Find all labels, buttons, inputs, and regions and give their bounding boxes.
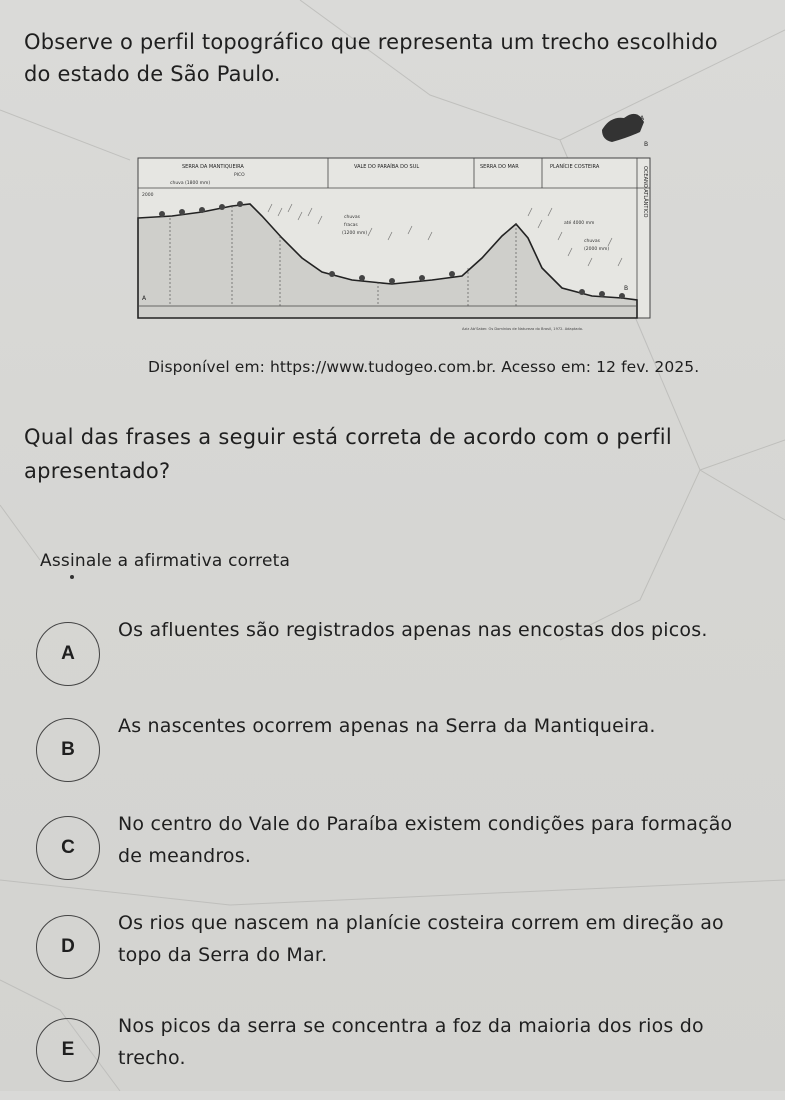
axis-label-2000: 2000 [142,193,154,198]
annotation-chuvas-2: chuvas [584,239,600,244]
ocean-label: OCEANO ATLÂNTICO [642,166,648,218]
question-text: Qual das frases a seguir está correta de acordo com o perfil apresentado? [24,425,673,483]
annotation-chuva-1800: chuva (1800 mm) [170,181,211,186]
profile-letter-b: B [624,285,629,292]
annotation-chuvas-1: chuvas [344,215,360,220]
sao-paulo-state-map [602,114,644,142]
annotation-2000mm: (2000 mm) [584,247,610,252]
option-d[interactable] [36,912,756,997]
option-a-letter[interactable]: A [36,622,100,686]
intro-text: Observe o perfil topográfico que representa um trecho escolhido do estado de São Paulo. [24,30,718,86]
profile-letter-a: A [142,295,147,302]
region-label-vale: VALE DO PARAÍBA DO SUL [354,164,420,170]
instruction-text: Assinale a afirmativa correta [40,551,291,571]
annotation-1200: (1200 mm) [342,231,368,236]
region-label-mantiqueira: SERRA DA MANTIQUEIRA [182,164,244,170]
option-b[interactable] [36,715,756,800]
region-label-serra-do-mar: SERRA DO MAR [480,164,519,170]
option-c-text: No centro do Vale do Paraíba existem condições para formação de meandros. [118,813,733,867]
option-e[interactable] [36,1015,756,1100]
annotation-4000mm: até 4000 mm [564,221,595,226]
option-c[interactable] [36,813,756,898]
option-c-letter[interactable]: C [36,816,100,880]
source-citation: Disponível em: https://www.tudogeo.com.br. Acesso em: 12 fev. 2025. [148,358,700,376]
option-d-letter[interactable]: D [36,915,100,979]
topographic-profile-figure [132,108,660,338]
annotation-fracas: fracas [344,223,358,228]
option-e-letter[interactable]: E [36,1018,100,1082]
region-label-planicie: PLANÍCIE COSTEIRA [550,164,600,170]
option-d-text: Os rios que nascem na planície costeira correm em direção ao topo da Serra do Mar. [118,912,724,966]
option-b-letter[interactable]: B [36,718,100,782]
map-letter-b: B [644,141,649,148]
map-letter-a: A [640,115,645,122]
option-a[interactable] [36,619,756,704]
annotation-pico: PICO [234,173,245,178]
option-a-text: Os afluentes são registrados apenas nas encostas dos picos. [118,619,708,641]
option-b-text: As nascentes ocorrem apenas na Serra da Mantiqueira. [118,715,656,737]
option-e-text: Nos picos da serra se concentra a foz da maioria dos rios do trecho. [118,1015,704,1069]
bullet-dot [70,575,74,579]
figure-credit: Aziz Ab'Saber. Os Domínios de Natureza do Brasil, 1972. Adaptado. [462,327,584,331]
